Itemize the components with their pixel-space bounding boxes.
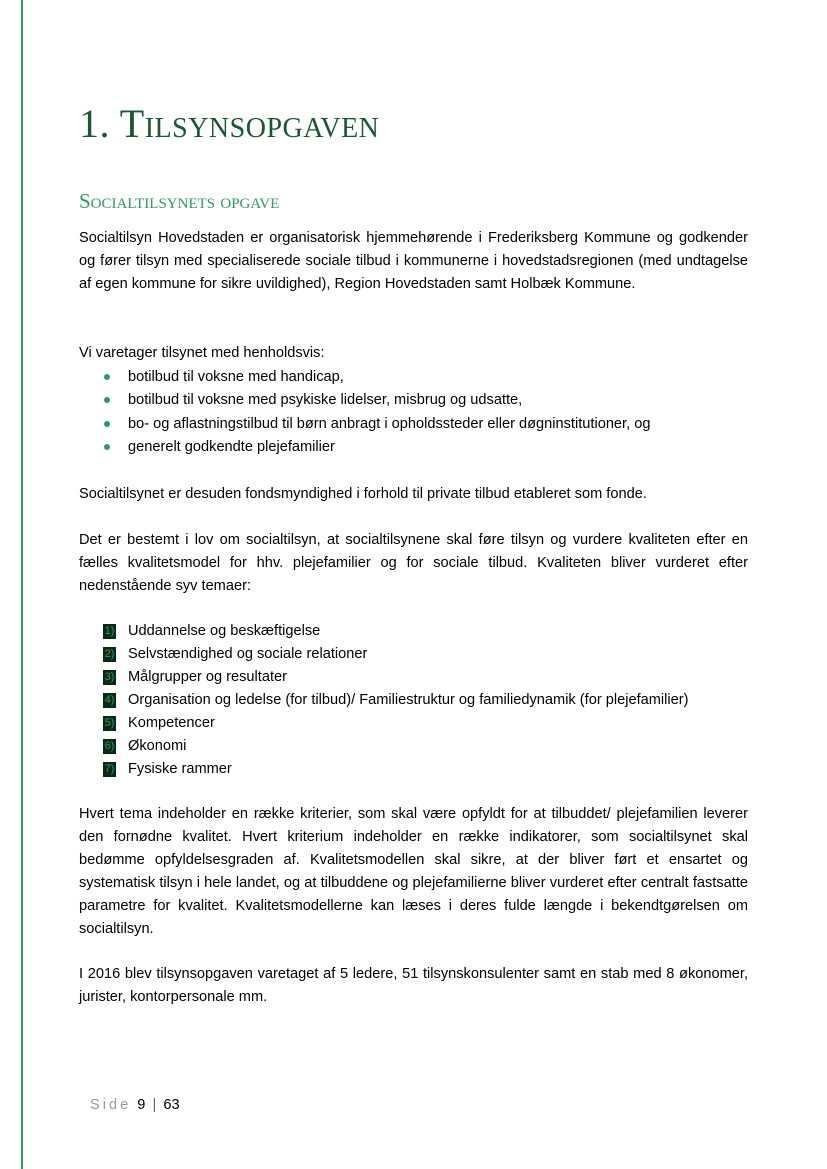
paragraph-intro: Socialtilsyn Hovedstaden er organisatorisk hjemmehørende i Frederiksberg Kommune og godkender og fører tilsyn med specialiserede sociale tilbud i kommunerne i hovedstadsregionen (med undtagelse af egen kommune for sikre uvildighed), Region Hovedstaden samt Holbæk Kommune. bbox=[79, 230, 748, 292]
side-label: Side bbox=[90, 1097, 132, 1113]
number-badge: 5) bbox=[104, 717, 115, 729]
left-margin-rule bbox=[21, 0, 23, 1169]
bullet-icon bbox=[104, 421, 110, 427]
number-badge: 6) bbox=[104, 740, 115, 752]
themes-list bbox=[79, 620, 688, 781]
section-heading: Socialtilsynets opgave bbox=[79, 189, 280, 213]
number-badge: 2) bbox=[104, 648, 115, 660]
bullet-icon bbox=[104, 397, 110, 403]
page-separator: | bbox=[152, 1097, 157, 1113]
paragraph-kriterier: Hvert tema indeholder en række kriterier, som skal være opfyldt for at tilbuddet/ plejefamilien leverer den fornødne kvalitet. Hvert kriterium indeholder en række indikatorer, som socialtilsynet skal bedømme opfyldelsesgraden af. Kvalitetsmodellen skal sikre, at der bliver ført et ensartet og systematisk tilsyn i hele landet, og at tilbuddene og plejefamilierne bliver vurderet efter centralt fastsatte parametre for kvalitet. Kvalitetsmodellerne kan læses i deres fulde længde i bekendtgørelsen om socialtilsyn. bbox=[79, 806, 748, 937]
bullet-list bbox=[79, 366, 650, 459]
list-item: botilbud til voksne med handicap, bbox=[79, 366, 650, 389]
list-item: 5) Kompetencer bbox=[104, 715, 215, 731]
list-item: 6) Økonomi bbox=[104, 738, 187, 754]
number-badge: 1) bbox=[104, 625, 115, 637]
list-item: 2) Selvstændighed og sociale relationer bbox=[104, 646, 368, 662]
paragraph-stab: I 2016 blev tilsynsopgaven varetaget af 5 ledere, 51 tilsynskonsulenter samt en stab med 8 økonomer, jurister, kontorpersonale mm. bbox=[79, 966, 748, 1005]
paragraph-kvalitet: Det er bestemt i lov om socialtilsyn, at socialtilsynene skal føre tilsyn og vurdere kvaliteten efter en fælles kvalitetsmodel for hhv. plejefamilier og for sociale tilbud. Kvaliteten bliver vurderet efter nedenstående syv temaer: bbox=[79, 532, 748, 594]
page-title: 1. Tilsynsopgaven bbox=[79, 101, 380, 146]
bullet-icon bbox=[104, 444, 110, 450]
paragraph-varetager: Vi varetager tilsynet med henholdsvis: bbox=[79, 345, 325, 361]
list-item: 3) Målgrupper og resultater bbox=[104, 669, 287, 685]
list-item: botilbud til voksne med psykiske lidelser, misbrug og udsatte, bbox=[79, 389, 650, 412]
list-item: 1) Uddannelse og beskæftigelse bbox=[104, 623, 321, 639]
bullet-icon bbox=[104, 374, 110, 380]
page-total: 63 bbox=[163, 1097, 180, 1113]
number-badge: 7) bbox=[104, 763, 115, 775]
page-number: 9 bbox=[137, 1097, 146, 1113]
list-item: 4) Organisation og ledelse (for tilbud)/ Familiestruktur og familiedynamik (for plejefamilier) bbox=[104, 692, 689, 708]
list-item: 7) Fysiske rammer bbox=[104, 761, 232, 777]
paragraph-fonde: Socialtilsynet er desuden fondsmyndighed i forhold til private tilbud etableret som fonde. bbox=[79, 486, 647, 502]
list-item: generelt godkendte plejefamilier bbox=[79, 436, 650, 459]
page-footer bbox=[90, 1095, 180, 1115]
number-badge: 4) bbox=[104, 694, 115, 706]
list-item: bo- og aflastningstilbud til børn anbragt i opholdssteder eller døgninstitutioner, og bbox=[79, 413, 650, 436]
number-badge: 3) bbox=[104, 671, 115, 683]
